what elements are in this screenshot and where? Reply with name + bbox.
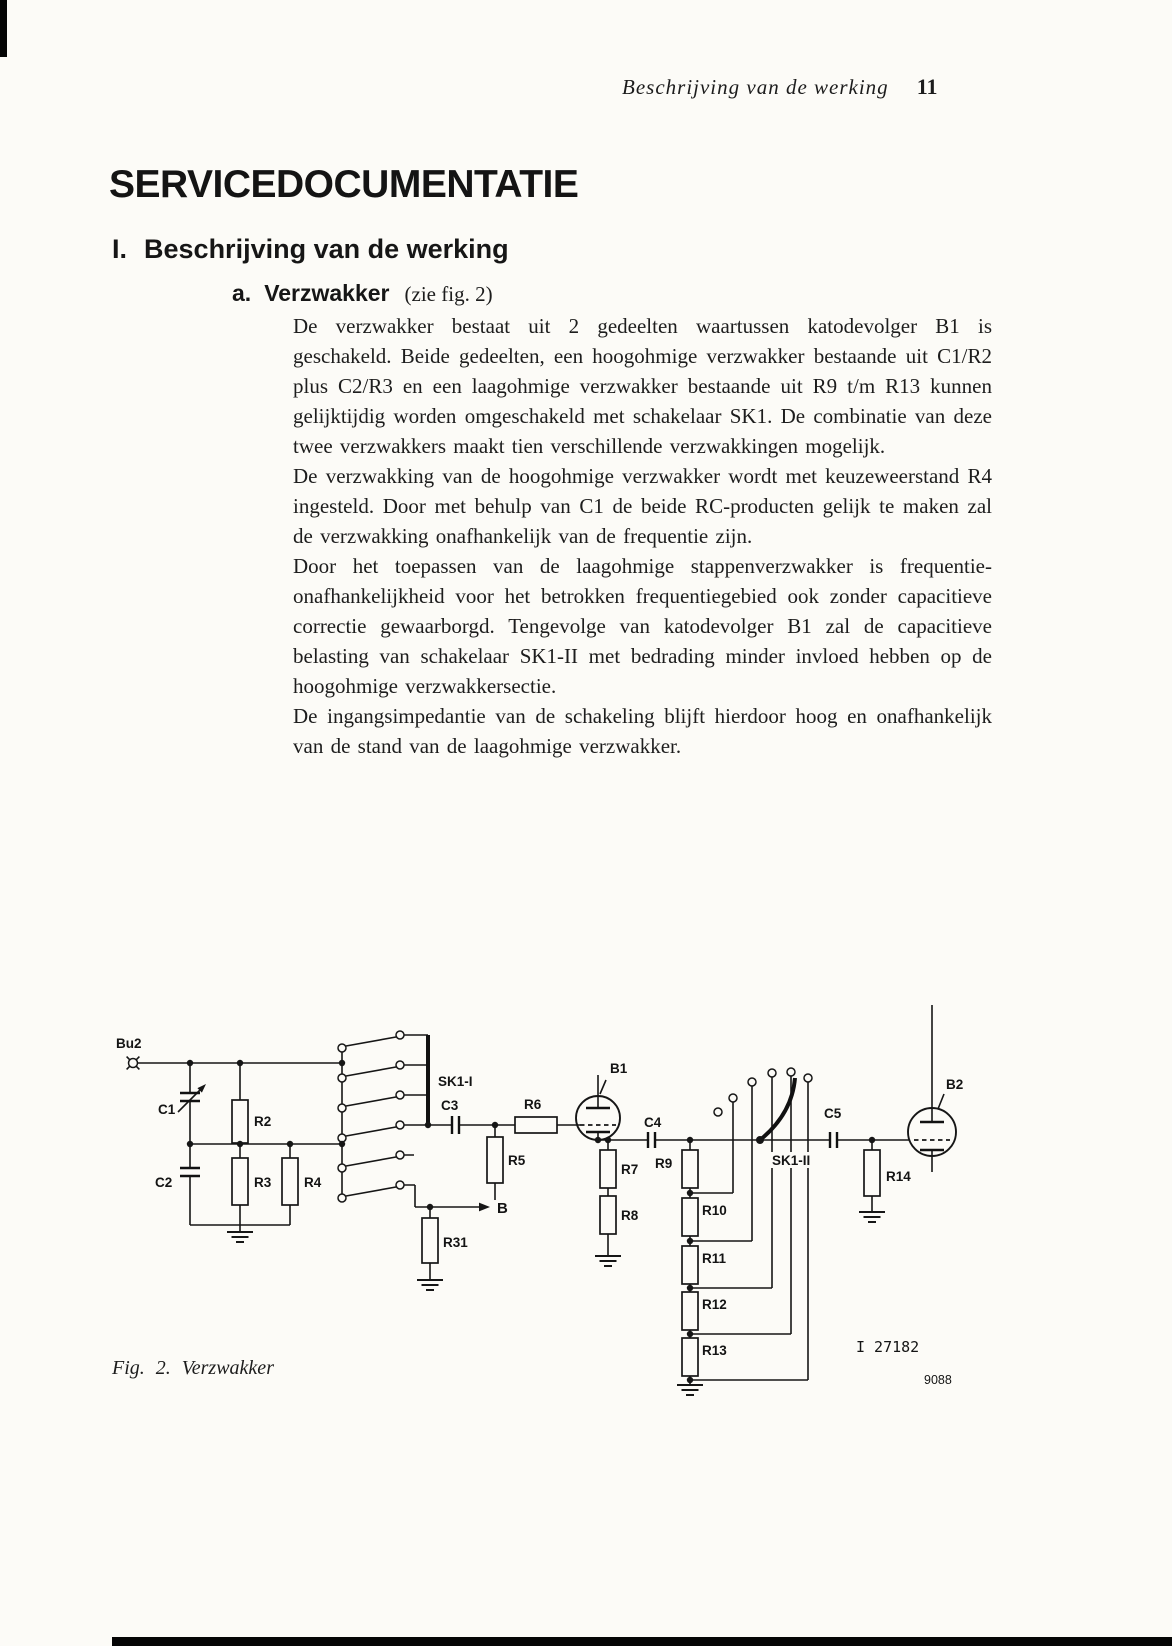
resistor-r3 <box>232 1158 248 1205</box>
section-heading <box>112 235 509 265</box>
label-r11: R11 <box>702 1251 727 1266</box>
wires-layer <box>138 1005 944 1385</box>
label-r8: R8 <box>621 1208 639 1223</box>
label-c4: C4 <box>644 1115 662 1130</box>
label-r4: R4 <box>304 1175 322 1190</box>
label-c5: C5 <box>824 1106 842 1121</box>
body-paragraph: De verzwakking van de hoogohmige verzwakker wordt met keuzeweerstand R4 ingesteld. Door met behulp van C1 de beide RC-producten gelijk te maken zal de verzwakking onafhankelijk van de frequentie zijn. <box>293 464 992 548</box>
label-b2: B2 <box>946 1077 964 1092</box>
label-r3: R3 <box>254 1175 272 1190</box>
resistor-r2 <box>232 1100 248 1143</box>
subsection-letter: a. <box>232 280 252 306</box>
section-numeral: I. <box>112 234 128 264</box>
scan-artifact-bottom <box>112 1637 1172 1646</box>
label-b-rail: B <box>497 1200 508 1217</box>
label-r6: R6 <box>524 1097 542 1112</box>
label-r5: R5 <box>508 1153 526 1168</box>
document-title: SERVICEDOCUMENTATIE <box>109 163 579 206</box>
resistor-r7 <box>600 1150 616 1188</box>
label-sk1-ii: SK1-II <box>772 1153 811 1168</box>
label-r10: R10 <box>702 1203 727 1218</box>
resistor-r9 <box>682 1150 698 1188</box>
label-c3: C3 <box>441 1098 459 1113</box>
body-paragraph: De verzwakker bestaat uit 2 gedeelten waartussen katodevolger B1 is geschakeld. Beide gedeelten, een hoogohmige verzwakker bestaande uit C1/R2 plus C2/R3 en een laagohmige verzwakker bestaande uit R9 t/m R13 kunnen gelijktijdig worden omgeschakeld met schakelaar SK1. De combinatie van deze twee verzwakkers maakt tien verschillende verzwakkingen mogelijk. <box>293 314 992 458</box>
label-r31: R31 <box>443 1235 468 1250</box>
circuit-diagram-fig2 <box>88 995 1048 1410</box>
resistor-r4 <box>282 1158 298 1205</box>
body-text <box>293 311 992 761</box>
resistor-r12 <box>682 1292 698 1330</box>
ground-symbols <box>227 1212 885 1395</box>
subsection-figure-reference: (zie fig. 2) <box>404 282 493 306</box>
label-r14: R14 <box>886 1169 911 1184</box>
resistor-r10 <box>682 1198 698 1236</box>
resistor-r31 <box>422 1218 438 1263</box>
input-connector-symbol <box>127 1057 140 1070</box>
label-r2: R2 <box>254 1114 272 1129</box>
resistor-r6 <box>515 1117 557 1133</box>
page-number: 11 <box>916 74 938 99</box>
label-c2: C2 <box>155 1175 173 1190</box>
running-header-title: Beschrijving van de werking <box>622 75 889 99</box>
subsection-title: Verzwakker <box>264 280 390 306</box>
running-header <box>622 76 937 98</box>
section-title: Beschrijving van de werking <box>144 234 509 264</box>
body-paragraph: De ingangsimpedantie van de schakeling blijft hierdoor hoog en onafhankelijk van de stand van de laagohmige verzwakker. <box>293 704 992 758</box>
switch-contacts <box>338 1031 812 1202</box>
drawing-number: I 27182 <box>856 1338 920 1356</box>
subsection-heading <box>232 281 493 306</box>
supply-b-arrow <box>479 1203 490 1212</box>
resistor-r5 <box>487 1137 503 1183</box>
label-bu2: Bu2 <box>116 1036 142 1051</box>
body-paragraph: Door het toepassen van de laagohmige stappenverzwakker is frequentie-onafhankelijkheid voor het betrokken frequentiegebied ook zonder capacitieve correctie gewaarborgd. Tengevolge van katodevolger B1 zal de capacitieve belasting van schakelaar SK1-II met bedrading minder invloed hebben op de hoogohmige verzwakkersectie. <box>293 554 992 698</box>
label-r9: R9 <box>655 1156 673 1171</box>
label-c1: C1 <box>158 1102 176 1117</box>
label-r12: R12 <box>702 1297 727 1312</box>
scan-artifact-top-left <box>0 0 7 57</box>
label-sk1-i: SK1-I <box>438 1074 473 1089</box>
print-code: 9088 <box>924 1373 952 1387</box>
label-r7: R7 <box>621 1162 639 1177</box>
resistor-r11 <box>682 1246 698 1284</box>
label-r13: R13 <box>702 1343 727 1358</box>
resistor-r14 <box>864 1150 880 1196</box>
label-b1: B1 <box>610 1061 628 1076</box>
figure-caption: Fig. 2. Verzwakker <box>112 1357 274 1379</box>
resistor-r13 <box>682 1338 698 1376</box>
resistor-r8 <box>600 1196 616 1234</box>
